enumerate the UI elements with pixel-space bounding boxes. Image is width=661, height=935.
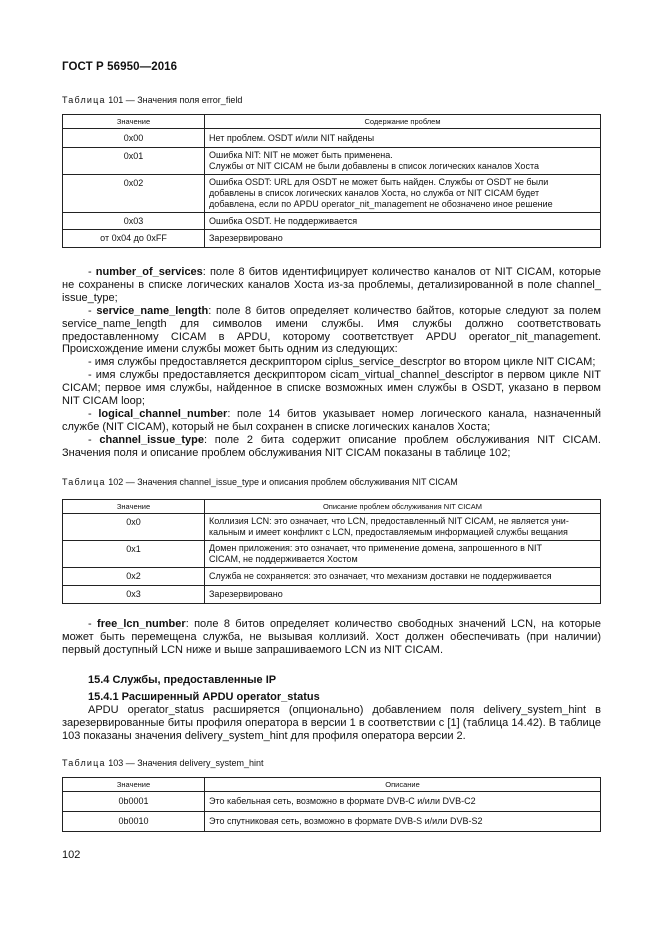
field-term: number_of_services xyxy=(95,266,203,278)
cell-line: Это спутниковая сеть, возможно в формате DVB-S и/или DVB-S2 xyxy=(209,816,483,826)
cell-description xyxy=(205,568,601,586)
cell-value: 0x01 xyxy=(63,148,205,175)
cell-value: 0x00 xyxy=(63,129,205,148)
table-102-caption xyxy=(62,477,458,487)
table-row xyxy=(63,148,601,175)
table-row xyxy=(63,514,601,541)
column-header-description: Описание проблем обслуживания NIT CICAM xyxy=(205,500,601,514)
caption-text: 102 — Значения channel_issue_type и описания проблем обслуживания NIT CICAM xyxy=(105,477,458,487)
table-row xyxy=(63,568,601,586)
table-row xyxy=(63,175,601,213)
field-term: logical_channel_number xyxy=(98,407,228,420)
table-101 xyxy=(62,114,601,248)
table-row xyxy=(63,541,601,568)
table-header-row xyxy=(63,778,601,792)
cell-line: Служба не сохраняется: это означает, что механизм доставки не поддерживается xyxy=(209,571,552,581)
column-header-description: Содержание проблем xyxy=(205,115,601,129)
cell-value: 0x1 xyxy=(63,541,205,568)
field-description: : поле 2 бита содержит описание проблем обслуживания NIT CICAM. Значения поля и описание проблем обслуживания NIT CICAM показаны в таблице 102; xyxy=(62,433,601,459)
field-description: : поле 14 битов указывает номер логического канала, назначенный службе (NIT CICAM), который не был сохранен в списке логических каналов Хоста; xyxy=(62,407,601,433)
table-row xyxy=(63,586,601,604)
table-header-row xyxy=(63,115,601,129)
cell-line: кальным и имеет конфликт с LCN, предоставляемым информацией службы вещания xyxy=(209,527,568,537)
paragraph: - имя службы предоставляется дескриптором cicam_virtual_channel_descriptor в первом цикле NIT CICAM; первое имя службы, найденное в списке возможных имен службы в OSDT, указано в первом NIT CICAM loop; xyxy=(62,369,601,408)
cell-line: Ошибка OSDT: URL для OSDT не может быть найден. Службы от OSDT не были xyxy=(209,177,549,187)
cell-description xyxy=(205,792,601,812)
cell-line: добавлена, если по APDU operator_nit_management не обозначено иное решение xyxy=(209,199,553,209)
cell-description xyxy=(205,812,601,832)
operator-status-paragraph xyxy=(62,704,601,743)
document-header: ГОСТ Р 56950—2016 xyxy=(62,61,178,73)
paragraph: - channel_issue_type: поле 2 бита содержит описание проблем обслуживания NIT CICAM. Значения поля и описание проблем обслуживания NIT CICAM показаны в таблице 102; xyxy=(62,433,601,459)
cell-value: 0x02 xyxy=(63,175,205,213)
cell-value: 0b0010 xyxy=(63,812,205,832)
page-number: 102 xyxy=(62,849,81,861)
paragraph: - logical_channel_number: поле 14 битов указывает номер логического канала, назначенный службе (NIT CICAM), который не был сохранен в списке логических каналов Хоста; xyxy=(62,407,601,433)
paragraph: - service_name_length: поле 8 битов определяет количество байтов, которые следуют за полем service_name_length для символов имени службы. Имя службы должно соответствовать предоставленному CICAM в APDU, которому соответствует APDU operator_nit_management. Происхождение имени службы может быть одним из следующих: xyxy=(62,304,601,356)
column-header-value: Значение xyxy=(63,500,205,514)
subsection-heading: 15.4.1 Расширенный APDU operator_status xyxy=(88,691,320,703)
cell-value: 0b0001 xyxy=(63,792,205,812)
cell-description xyxy=(205,230,601,248)
column-header-value: Значение xyxy=(63,115,205,129)
paragraph: APDU operator_status расширяется (опционально) добавлением поля delivery_system_hint в зарезервированные биты профиля оператора в версии 1 в соответствии с [1] (таблица 14.42). В таблице 103 показаны значения delivery_system_hint для профиля оператора версии 2. xyxy=(62,704,601,742)
free-lcn-block xyxy=(62,618,601,657)
cell-value: от 0x04 до 0xFF xyxy=(63,230,205,248)
table-101-caption xyxy=(62,95,242,105)
cell-description xyxy=(205,541,601,568)
cell-line: Зарезервировано xyxy=(209,233,283,243)
cell-value: 0x3 xyxy=(63,586,205,604)
paragraph: - free_lcn_number: поле 8 битов определяет количество свободных значений LCN, на которые может быть перемещена служба, не вызывая коллизий. Хост должен обеспечивать (при наличии) первый доступный LCN ниже и выше запрашиваемого LCN из NIT CICAM. xyxy=(62,618,601,656)
table-word: Таблица xyxy=(62,95,106,105)
column-header-value: Значение xyxy=(63,778,205,792)
cell-value: 0x2 xyxy=(63,568,205,586)
cell-line: Зарезервировано xyxy=(209,589,283,599)
cell-line: Ошибка NIT: NIT не может быть применена. xyxy=(209,150,393,160)
cell-description xyxy=(205,148,601,175)
caption-text: 101 — Значения поля error_field xyxy=(105,95,243,105)
table-row xyxy=(63,230,601,248)
cell-value: 0x0 xyxy=(63,514,205,541)
table-row xyxy=(63,812,601,832)
field-term: free_lcn_number xyxy=(97,618,186,630)
table-103 xyxy=(62,777,601,832)
cell-line: Службы от NIT CICAM не были добавлены в список логических каналов Хоста xyxy=(209,161,539,171)
cell-description xyxy=(205,586,601,604)
field-descriptions-block xyxy=(62,266,601,460)
cell-line: добавлены в список логических каналов Хоста, но служба от NIT CICAM будет xyxy=(209,188,540,198)
cell-description xyxy=(205,175,601,213)
cell-description xyxy=(205,514,601,541)
paragraph: - имя службы предоставляется дескриптором ciplus_service_descrptor во втором цикле NIT CICAM; xyxy=(88,356,596,369)
field-term: channel_issue_type xyxy=(99,433,204,446)
section-heading: 15.4 Службы, предоставленные IP xyxy=(88,674,277,686)
cell-line: Коллизия LCN: это означает, что LCN, предоставленный NIT CICAM, не является уни- xyxy=(209,516,569,526)
table-103-caption xyxy=(62,758,264,768)
paragraph: - number_of_services: поле 8 битов идентифицирует количество каналов от NIT CICAM, которые не сохранены в списке логических каналов Хоста из-за проблемы, детализированной в поле channel_ issue_type; xyxy=(62,266,601,304)
field-term: service_name_length xyxy=(96,304,209,317)
table-word: Таблица xyxy=(62,758,106,768)
table-word: Таблица xyxy=(62,477,106,487)
cell-description xyxy=(205,213,601,230)
cell-description xyxy=(205,129,601,148)
cell-line: Ошибка OSDT. Не поддерживается xyxy=(209,215,358,226)
field-description: : поле 8 битов определяет количество свободных значений LCN, на которые может быть перемещена служба, не вызывая коллизий. Хост должен обеспечивать (при наличии) первый доступный LCN ниже и выше запрашиваемого LCN из NIT CICAM. xyxy=(62,618,601,656)
table-102 xyxy=(62,499,601,604)
cell-line: CICAM, не поддерживается Хостом xyxy=(209,554,358,564)
table-row xyxy=(63,213,601,230)
table-row xyxy=(63,129,601,148)
table-header-row xyxy=(63,500,601,514)
cell-line: Нет проблем. OSDT и/или NIT найдены xyxy=(209,132,375,143)
caption-text: 103 — Значения delivery_system_hint xyxy=(105,758,264,768)
table-row xyxy=(63,792,601,812)
cell-line: Домен приложения: это означает, что применение домена, запрошенного в NIT xyxy=(209,543,542,553)
cell-line: Это кабельная сеть, возможно в формате DVB-C и/или DVB-C2 xyxy=(209,796,476,806)
field-description: : поле 8 битов идентифицирует количество каналов от NIT CICAM, которые не сохранены в списке логических каналов Хоста из-за проблемы, детализированной в поле channel_ issue_type; xyxy=(62,266,601,304)
field-description: : поле 8 битов определяет количество байтов, которые следуют за полем service_name_length для символов имени службы. Имя службы должно соответствовать предоставленному CICAM в APDU, которому соответствует APDU operator_nit_management. Происхождение имени службы может быть одним из следующих: xyxy=(62,304,601,356)
cell-value: 0x03 xyxy=(63,213,205,230)
column-header-description: Описание xyxy=(205,778,601,792)
